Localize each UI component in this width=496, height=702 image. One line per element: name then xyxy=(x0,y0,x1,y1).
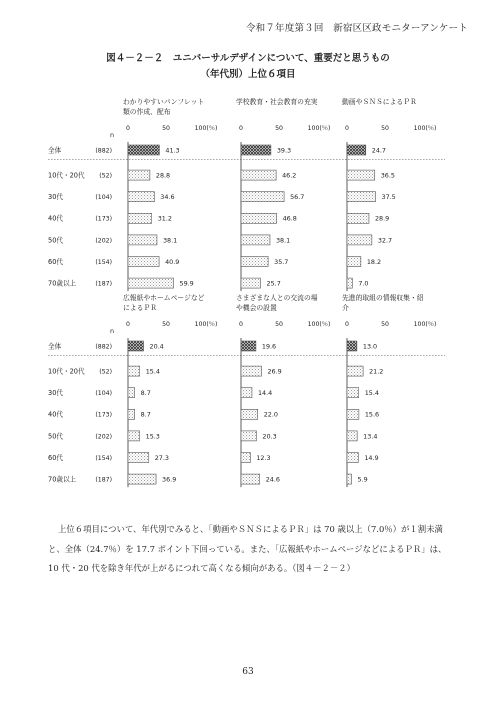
data-label: 32.7 xyxy=(377,236,393,245)
n-label: (882) xyxy=(95,343,112,351)
data-label: 36.9 xyxy=(162,475,177,484)
footnote-line-1: 上位６項目について、年代別でみると、「動画やＳＮＳによるＰＲ」は 70 歳以上（7.0％）が１割未満 xyxy=(58,524,443,534)
tick-label: 100(％) xyxy=(413,125,437,132)
tick-label: 50 xyxy=(275,321,283,328)
data-label: 14.4 xyxy=(257,389,273,398)
data-label: 27.3 xyxy=(154,453,169,462)
tick-label: 0 xyxy=(239,125,243,132)
category-label: 全体 xyxy=(48,146,62,155)
data-label: 25.7 xyxy=(266,279,281,288)
bar xyxy=(347,257,361,267)
data-label: 20.4 xyxy=(149,342,164,351)
data-label: 14.9 xyxy=(364,453,379,462)
data-label: 15.3 xyxy=(145,432,160,441)
data-label: 41.3 xyxy=(165,146,180,155)
page-number: 63 xyxy=(242,667,254,677)
bar xyxy=(347,278,352,288)
bar xyxy=(347,409,359,419)
data-label: 22.0 xyxy=(263,410,278,419)
data-label: 20.3 xyxy=(262,432,277,441)
data-label: 28.9 xyxy=(374,214,390,223)
data-label: 18.2 xyxy=(366,257,382,266)
bar xyxy=(128,170,150,180)
data-label: 19.6 xyxy=(261,342,277,351)
bar xyxy=(128,453,149,463)
tick-label: 0 xyxy=(345,125,349,132)
category-label: 60代 xyxy=(48,257,63,266)
data-label: 21.2 xyxy=(369,367,384,376)
bar xyxy=(128,235,157,245)
tick-label: 100(％) xyxy=(307,125,331,132)
tick-label: 50 xyxy=(162,321,170,328)
bar xyxy=(347,453,358,463)
tick-label: 50 xyxy=(275,125,283,132)
data-label: 24.6 xyxy=(265,475,280,484)
n-label: (202) xyxy=(95,433,112,441)
data-label: 31.2 xyxy=(157,214,172,223)
bar xyxy=(241,192,284,202)
data-label: 13.0 xyxy=(362,342,378,351)
category-label: 40代 xyxy=(48,214,63,223)
category-label: 50代 xyxy=(48,236,63,245)
data-label: 13.4 xyxy=(363,432,378,441)
data-label: 35.7 xyxy=(274,257,289,266)
bar xyxy=(241,366,261,376)
bar xyxy=(128,431,140,441)
panel-title: によるＰＲ xyxy=(123,304,157,312)
category-label: 70歳以上 xyxy=(48,279,77,288)
data-label: 15.6 xyxy=(364,410,380,419)
bar xyxy=(347,235,372,245)
n-label: (104) xyxy=(95,194,112,202)
data-label: 26.9 xyxy=(267,367,282,376)
n-label: (52) xyxy=(99,368,112,376)
data-label: 39.3 xyxy=(276,146,292,155)
data-label: 36.5 xyxy=(380,171,395,180)
data-label: 8.7 xyxy=(140,410,151,419)
data-label: 24.7 xyxy=(371,146,387,155)
tick-label: 0 xyxy=(126,321,130,328)
bar xyxy=(241,213,277,223)
bar xyxy=(128,409,135,419)
category-label: 全体 xyxy=(48,342,62,351)
bar xyxy=(347,341,357,351)
bar xyxy=(241,145,271,155)
tick-label: 50 xyxy=(381,321,389,328)
data-label: 59.9 xyxy=(179,279,194,288)
footnote-line-3: 10 代・20 代を除き年代が上がるにつれて高くなる傾向がある。（図４－２－２） xyxy=(48,563,356,573)
category-label: 70歳以上 xyxy=(48,475,77,484)
data-label: 46.2 xyxy=(282,171,297,180)
panel-title: や機会の設置 xyxy=(236,304,277,312)
bar xyxy=(347,170,375,180)
bar xyxy=(241,453,250,463)
tick-label: 100(％) xyxy=(194,321,218,328)
bar xyxy=(347,388,359,398)
n-label: (154) xyxy=(95,258,112,266)
data-label: 38.1 xyxy=(162,236,178,245)
bar xyxy=(347,213,369,223)
tick-label: 100(％) xyxy=(413,321,437,328)
bar xyxy=(347,192,376,202)
bar xyxy=(347,366,363,376)
bar xyxy=(347,145,366,155)
survey-header: 令和７年度第３回 新宿区区政モニターアンケート xyxy=(245,23,468,34)
n-label: (52) xyxy=(99,172,112,180)
category-label: 60代 xyxy=(48,453,63,462)
bar xyxy=(128,366,140,376)
category-label: 50代 xyxy=(48,432,63,441)
n-label: (187) xyxy=(95,280,112,288)
n-label: (173) xyxy=(95,411,112,419)
category-label: 10代・20代 xyxy=(48,171,85,180)
panel-title: わかりやすいパンフレット xyxy=(123,98,205,106)
category-label: 10代・20代 xyxy=(48,367,85,376)
n-label: (202) xyxy=(95,237,112,245)
data-label: 38.1 xyxy=(275,236,291,245)
bar xyxy=(347,474,351,484)
panel-title: 学校教育・社会教育の充実 xyxy=(236,98,318,106)
data-label: 8.7 xyxy=(140,389,151,398)
bar xyxy=(128,192,154,202)
figure-title: 図４－２－２ ユニバーサルデザインについて、重要だと思うもの xyxy=(106,53,390,64)
category-label: 30代 xyxy=(48,193,63,202)
tick-label: 0 xyxy=(239,321,243,328)
n-label: (154) xyxy=(95,454,112,462)
data-label: 40.9 xyxy=(165,257,180,266)
bar xyxy=(241,170,276,180)
panel-title: さまざまな人との交流の場 xyxy=(236,294,318,302)
tick-label: 100(％) xyxy=(194,125,218,132)
footnote-line-2: と、全体（24.7％）を 17.7 ポイント下回っている。また、「広報紙やホームページなどによるＰＲ」は、 xyxy=(48,543,447,554)
panel-title: 先進的取組の情報収集・紹 xyxy=(342,294,424,302)
bar xyxy=(128,145,159,155)
bar xyxy=(128,278,174,288)
tick-label: 0 xyxy=(345,321,349,328)
bar xyxy=(241,388,252,398)
data-label: 46.8 xyxy=(282,214,297,223)
tick-label: 50 xyxy=(381,125,389,132)
panel-title: 広報紙やホームページなど xyxy=(123,294,205,302)
bar xyxy=(128,213,152,223)
n-label: (173) xyxy=(95,215,112,223)
bar xyxy=(128,388,135,398)
n-label: (187) xyxy=(95,476,112,484)
figure-subtitle: （年代別）上位６項目 xyxy=(200,69,296,80)
data-label: 37.5 xyxy=(381,193,396,202)
tick-label: 100(％) xyxy=(307,321,331,328)
category-label: 40代 xyxy=(48,410,63,419)
bar xyxy=(128,341,144,351)
bar xyxy=(241,257,268,267)
n-marker: n xyxy=(109,131,114,139)
bar xyxy=(241,431,256,441)
bar xyxy=(347,431,357,441)
data-label: 15.4 xyxy=(145,367,160,376)
bar xyxy=(241,278,261,288)
bar xyxy=(241,474,260,484)
bar xyxy=(241,341,256,351)
data-label: 12.3 xyxy=(256,453,271,462)
bar xyxy=(241,409,258,419)
data-label: 34.6 xyxy=(160,193,175,202)
footnote xyxy=(48,520,468,579)
panel-title: 介 xyxy=(342,304,349,312)
data-label: 15.4 xyxy=(364,389,379,398)
tick-label: 50 xyxy=(162,125,170,132)
tick-label: 0 xyxy=(126,125,130,132)
n-marker: n xyxy=(109,327,114,335)
panel-title: 類の作成、配布 xyxy=(123,108,171,116)
panel-title: 動画やＳＮＳによるＰＲ xyxy=(342,98,417,106)
bar xyxy=(128,474,156,484)
data-label: 28.8 xyxy=(155,171,171,180)
n-label: (104) xyxy=(95,390,112,398)
data-label: 7.0 xyxy=(358,279,369,288)
bar xyxy=(128,257,159,267)
bar xyxy=(241,235,270,245)
data-label: 5.9 xyxy=(357,475,368,484)
data-label: 56.7 xyxy=(290,193,305,202)
category-label: 30代 xyxy=(48,389,63,398)
n-label: (882) xyxy=(95,147,112,155)
